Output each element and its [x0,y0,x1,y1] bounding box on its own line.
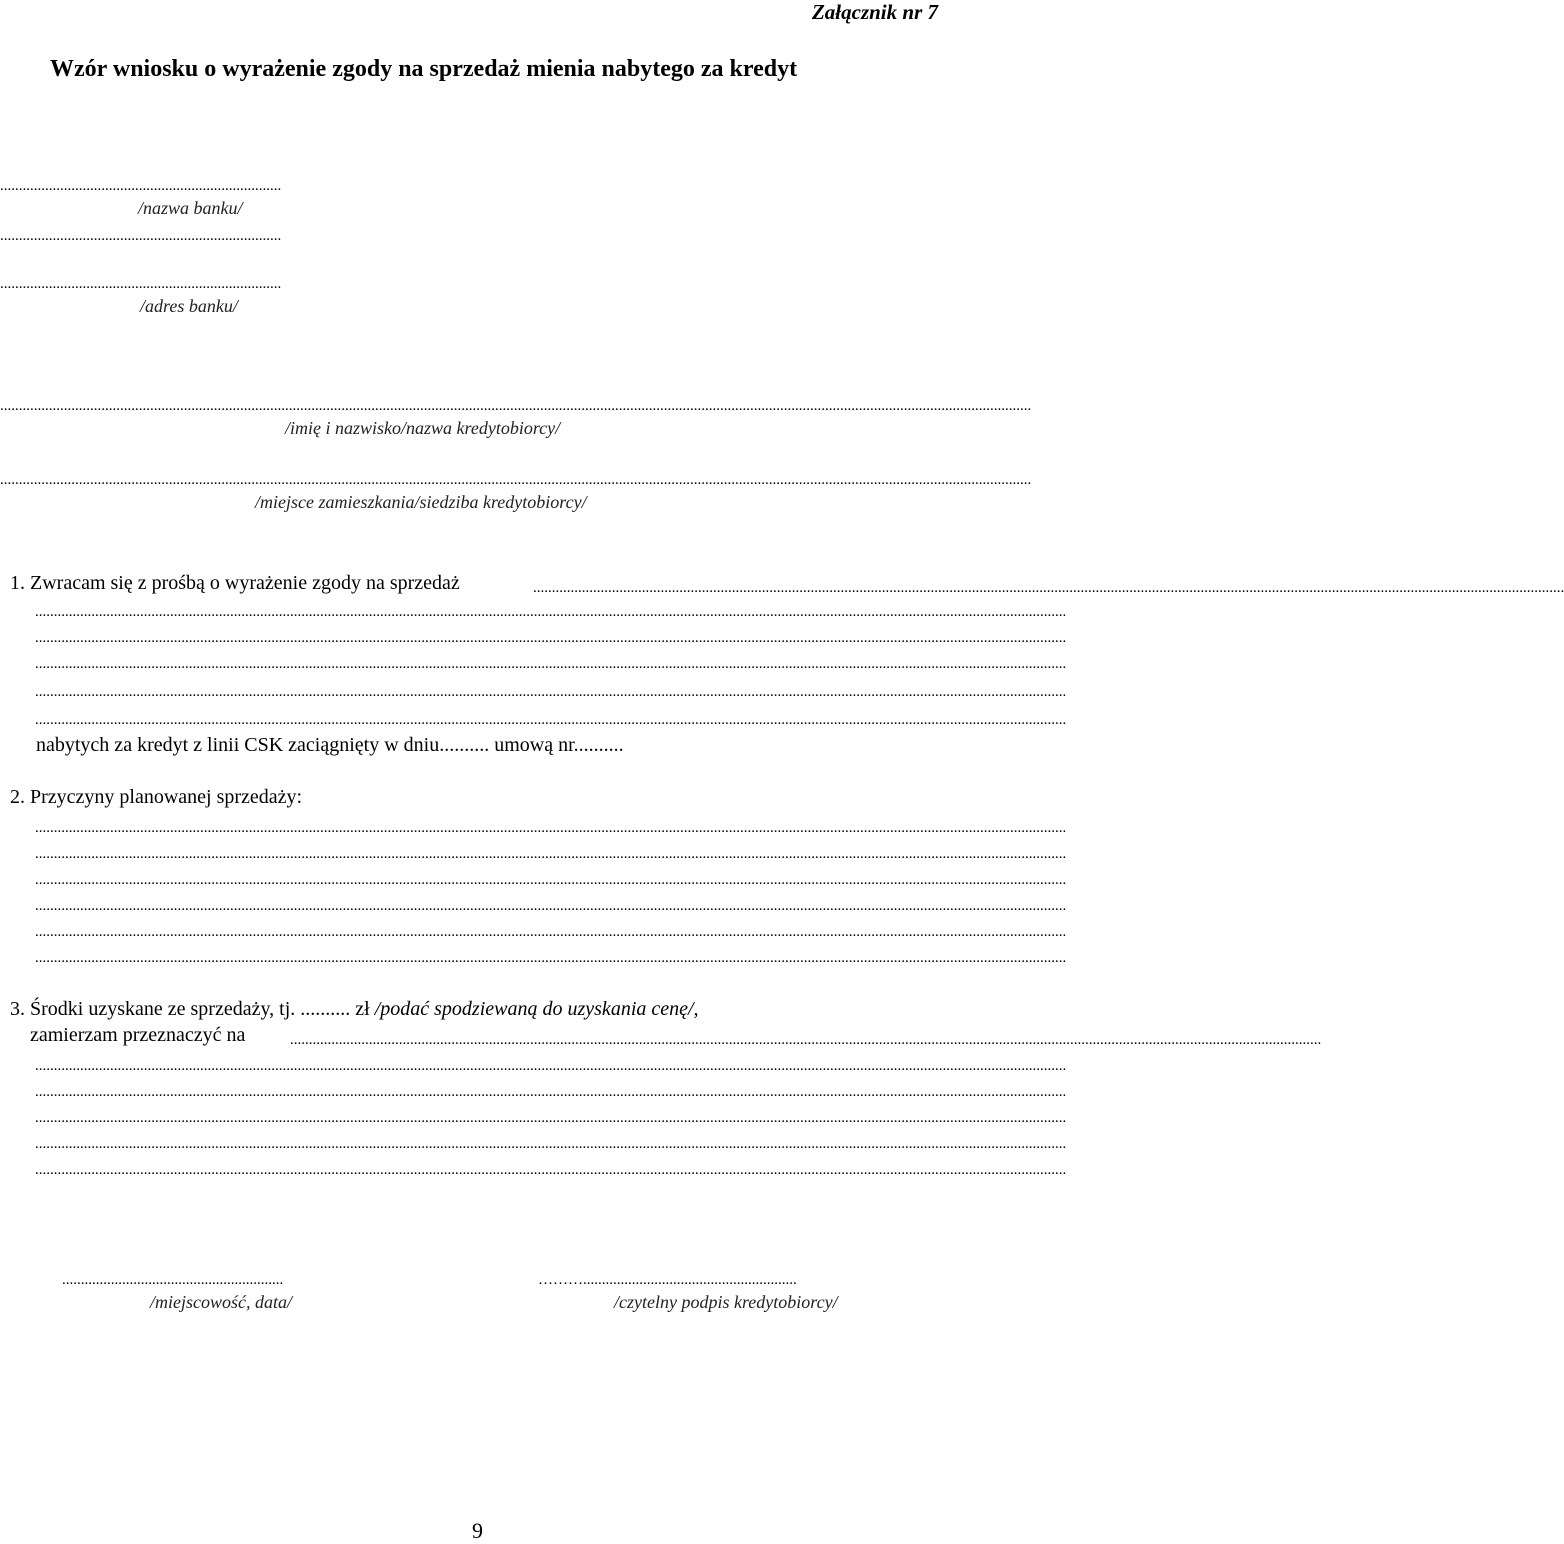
section-2-dots-line: ................................................................................................................................................................................................................................................................................... [35,924,1067,940]
annex-label: Załącznik nr 7 [811,0,938,24]
section-3-dots-inline: ................................................................................................................................................................................................................................................................................... [290,1032,1322,1048]
borrower-name-dots: ................................................................................................................................................................................................................................................................................... [0,398,1032,414]
page-number: 9 [472,1518,483,1543]
signature-dots: ………......................................................... [538,1272,797,1288]
bank-address-dots: ........................................................................... [0,276,282,292]
section-3-price-hint: /podać spodziewaną do uzyskania cenę/, [374,998,699,1020]
section-1-text [10,572,460,595]
bank-name-caption: /nazwa banku/ [138,198,243,218]
section-2-text: 2. Przyczyny planowanej sprzedaży: [10,786,303,808]
section-1-dots-line: ................................................................................................................................................................................................................................................................................... [35,656,1067,672]
section-1-continuation-a: nabytych za kredyt z linii CSK zaciągnięty w dniu [36,734,440,756]
section-2-dots-line: ................................................................................................................................................................................................................................................................................... [35,846,1067,862]
bank-name-dots: ........................................................................... [0,178,282,194]
bank-name-dots-2: ........................................................................... [0,228,282,244]
section-3-text [10,998,955,1021]
section-1-dots-line: ................................................................................................................................................................................................................................................................................... [35,712,1067,728]
loan-date-dots: .......... [439,734,490,756]
amount-dots: .......... [300,998,351,1020]
section-3-dots-line: ................................................................................................................................................................................................................................................................................... [35,1162,1067,1178]
section-3-text-d: zamierzam przeznaczyć na [30,1024,246,1046]
bank-address-caption: /adres banku/ [140,296,238,316]
place-date-dots: ........................................................... [62,1272,284,1288]
section-3-dots-line: ................................................................................................................................................................................................................................................................................... [35,1084,1067,1100]
borrower-address-caption: /miejsce zamieszkania/siedziba kredytobiorcy/ [255,492,587,512]
section-1-dots-line: ................................................................................................................................................................................................................................................................................... [35,604,1067,620]
section-1-continuation [36,734,624,757]
agreement-number-dots: .......... [573,734,624,756]
section-1-label: 1. Zwracam się z prośbą o wyrażenie zgody na sprzedaż [10,572,460,594]
section-1-continuation-b: umową nr [489,734,574,756]
section-1-dots-line: ................................................................................................................................................................................................................................................................................... [35,684,1067,700]
borrower-address-dots: ................................................................................................................................................................................................................................................................................... [0,472,1032,488]
signature-caption: /czytelny podpis kredytobiorcy/ [614,1292,838,1312]
section-3-dots-line: ................................................................................................................................................................................................................................................................................... [35,1136,1067,1152]
place-date-caption: /miejscowość, data/ [150,1292,292,1312]
section-3-text-b: zł [350,998,375,1020]
section-2-dots-line: ................................................................................................................................................................................................................................................................................... [35,820,1067,836]
section-3-text-a: 3. Środki uzyskane ze sprzedaży, tj. [10,998,301,1020]
section-3-dots-line: ................................................................................................................................................................................................................................................................................... [35,1110,1067,1126]
section-1-dots-inline: ................................................................................................................................................................................................................................................................................... [533,580,1564,596]
section-2-dots-line: ................................................................................................................................................................................................................................................................................... [35,950,1067,966]
section-1-dots-line: ................................................................................................................................................................................................................................................................................... [35,630,1067,646]
section-2-dots-line: ................................................................................................................................................................................................................................................................................... [35,872,1067,888]
document-title: Wzór wniosku o wyrażenie zgody na sprzedaż mienia nabytego za kredyt [50,56,798,82]
section-3-dots-line: ................................................................................................................................................................................................................................................................................... [35,1058,1067,1074]
borrower-name-caption: /imię i nazwisko/nazwa kredytobiorcy/ [285,418,561,438]
section-2-dots-line: ................................................................................................................................................................................................................................................................................... [35,898,1067,914]
